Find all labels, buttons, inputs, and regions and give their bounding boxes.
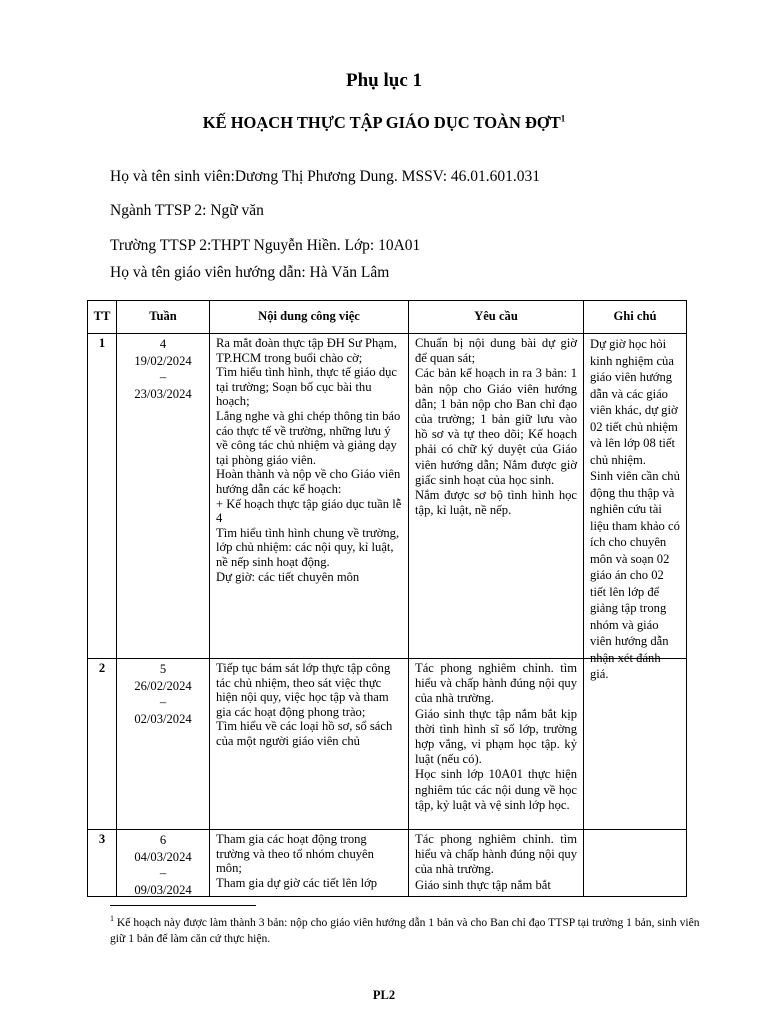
- requirement-item: Tác phong nghiêm chỉnh. tìm hiểu và chấp hành đúng nội quy của nhà trường.: [415, 832, 577, 877]
- header-week: Tuần: [117, 301, 210, 334]
- row-number-text: 2: [98, 661, 106, 675]
- footnote-divider: [110, 905, 256, 906]
- requirement-item: Tác phong nghiêm chỉnh. tìm hiểu và chấp hành đúng nội quy của nhà trường.: [415, 661, 577, 706]
- footnote-number: 1: [110, 914, 114, 923]
- requirement-cell: [409, 659, 584, 830]
- week-line: 4: [159, 337, 167, 351]
- note-item: Dự giờ học hỏi kinh nghiệm của giáo viên hướng dẫn và các giáo viên khác, dự giờ 02 tiết chủ nhiệm và lên lớp 08 tiết chủ nhiệm.: [590, 337, 678, 467]
- work-cell: [210, 334, 409, 659]
- header-tt: TT: [88, 301, 117, 334]
- week-line: –: [159, 866, 167, 880]
- week-line: 02/03/2024: [134, 711, 192, 726]
- table-header-row: [88, 301, 687, 334]
- work-item: Ra mắt đoàn thực tập ĐH Sư Phạm, TP.HCM trong buổi chào cờ;: [216, 336, 397, 365]
- work-item: Tham gia dự giờ các tiết lên lớp: [216, 875, 378, 890]
- requirement-item: Giáo sinh thực tập nắm bắt kịp thời tình hình sĩ số lớp, trường hợp vắng, vi phạm học tập. kỷ luật (nếu có).: [415, 706, 577, 767]
- requirement-item: Giáo sinh thực tập nắm bắt: [415, 877, 551, 892]
- week-line: 5: [159, 662, 167, 676]
- header-requirement: Yêu cầu: [409, 301, 584, 334]
- row-number: [88, 334, 117, 659]
- week-line: 04/03/2024: [134, 849, 192, 864]
- header-note: Ghi chú: [584, 301, 687, 334]
- week-line: 6: [159, 833, 167, 847]
- work-item: Tham gia các hoạt động trong trường và theo tổ nhóm chuyên môn;: [216, 832, 374, 876]
- requirement-item: Nắm được sơ bộ tình hình học tập, kỉ luật, nề nếp.: [415, 488, 577, 518]
- work-item: Tìm hiểu về các loại hồ sơ, sổ sách của một người giáo viên chủ: [216, 719, 393, 748]
- work-item: Lắng nghe và ghi chép thông tin báo cáo thực tế về trường, những lưu ý về công tác chủ nhiệm và giảng dạy tại phòng giáo viên.: [216, 408, 401, 467]
- week-line: 09/03/2024: [134, 882, 192, 897]
- week-cell: [117, 830, 210, 897]
- table-row: [88, 659, 687, 830]
- plan-title-text: KẾ HOẠCH THỰC TẬP GIÁO DỤC TOÀN ĐỢT: [202, 113, 561, 132]
- plan-table: [87, 300, 687, 897]
- note-item: Sinh viên cần chủ động thu thập và nghiên cứu tài liệu tham khảo có ích cho chuyên môn và soạn 02 giáo án cho 02 tiết lên lớp để giảng tập trong nhóm và giáo viên hướng dẫn nhận xét đánh giá.: [590, 469, 680, 681]
- requirement-item: Học sinh lớp 10A01 thực hiện nghiêm túc các nội dung về học tập, kỷ luật và vệ sinh lớp học.: [415, 767, 577, 812]
- footnote-text: Kế hoạch này được làm thành 3 bản: nộp cho giáo viên hướng dẫn 1 bản và cho Ban chỉ đạo TTSP tại trường 1 bản, sinh viên giữ 1 bản để làm căn cứ thực hiện.: [110, 915, 700, 945]
- page-number: PL2: [372, 988, 396, 1002]
- requirement-item: Chuẩn bị nội dung bài dự giờ để quan sát;: [415, 336, 577, 366]
- row-number-text: 3: [98, 832, 106, 846]
- week-line: 26/02/2024: [134, 678, 192, 693]
- appendix-title: Phụ lục 1: [345, 70, 423, 91]
- week-cell: [117, 334, 210, 659]
- note-cell: [584, 659, 687, 830]
- week-cell: [117, 659, 210, 830]
- requirement-item: Các bản kế hoạch in ra 3 bản: 1 bản nộp cho Giáo viên hướng dẫn; 1 bản nộp cho Ban chỉ đạo của trường; 1 bản giữ lưu vào hồ sơ và tự theo dõi; Kế hoạch phải có chữ ký duyệt của Giáo viên hướng dẫn; Nắm được giờ giấc sinh hoạt của học sinh.: [415, 366, 577, 487]
- table-row: [88, 334, 687, 659]
- work-item: Hoàn thành và nộp về cho Giáo viên hướng dẫn các kế hoạch:: [216, 467, 401, 496]
- week-line: –: [159, 695, 167, 709]
- week-line: 19/02/2024: [134, 353, 192, 368]
- requirement-cell: [409, 334, 584, 659]
- week-line: 23/03/2024: [134, 386, 192, 401]
- requirement-cell: [409, 830, 584, 897]
- week-line: –: [159, 370, 167, 384]
- student-info: Họ và tên sinh viên:Dương Thị Phương Dung. MSSV: 46.01.601.031: [110, 168, 541, 185]
- major-info: Ngành TTSP 2: Ngữ văn: [110, 202, 264, 219]
- work-item: Tìm hiểu tình hình, thực tế giáo dục tại trường; Soạn bố cục bài thu hoạch;: [216, 365, 398, 409]
- work-cell: [210, 659, 409, 830]
- note-cell: [584, 334, 687, 681]
- footnote-reference: 1: [560, 113, 566, 124]
- work-item: Tiếp tục bám sát lớp thực tập công tác chủ nhiệm, theo sát việc thực hiện nội quy, việc học tập và tham gia các hoạt động phong trào;: [216, 661, 391, 719]
- work-cell: [210, 830, 409, 897]
- footnote: [110, 911, 700, 947]
- row-number: [88, 830, 117, 897]
- supervisor-info: Họ và tên giáo viên hướng dẫn: Hà Văn Lâm: [110, 264, 390, 281]
- work-item: + Kế hoạch thực tập giáo dục tuần lễ 4: [216, 496, 402, 526]
- row-number: [88, 659, 117, 830]
- header-work: Nội dung công việc: [210, 301, 409, 334]
- plan-title: [0, 113, 768, 133]
- note-cell: [584, 830, 687, 897]
- table-row: [88, 830, 687, 897]
- row-number-text: 1: [98, 336, 106, 350]
- school-info: Trường TTSP 2:THPT Nguyễn Hiền. Lớp: 10A01: [110, 237, 421, 254]
- work-item: Tìm hiểu tình hình chung về trường, lớp chủ nhiệm: các nội quy, kỉ luật, nề nếp sinh hoạt động.: [216, 525, 400, 569]
- work-item: Dự giờ: các tiết chuyên môn: [216, 569, 360, 584]
